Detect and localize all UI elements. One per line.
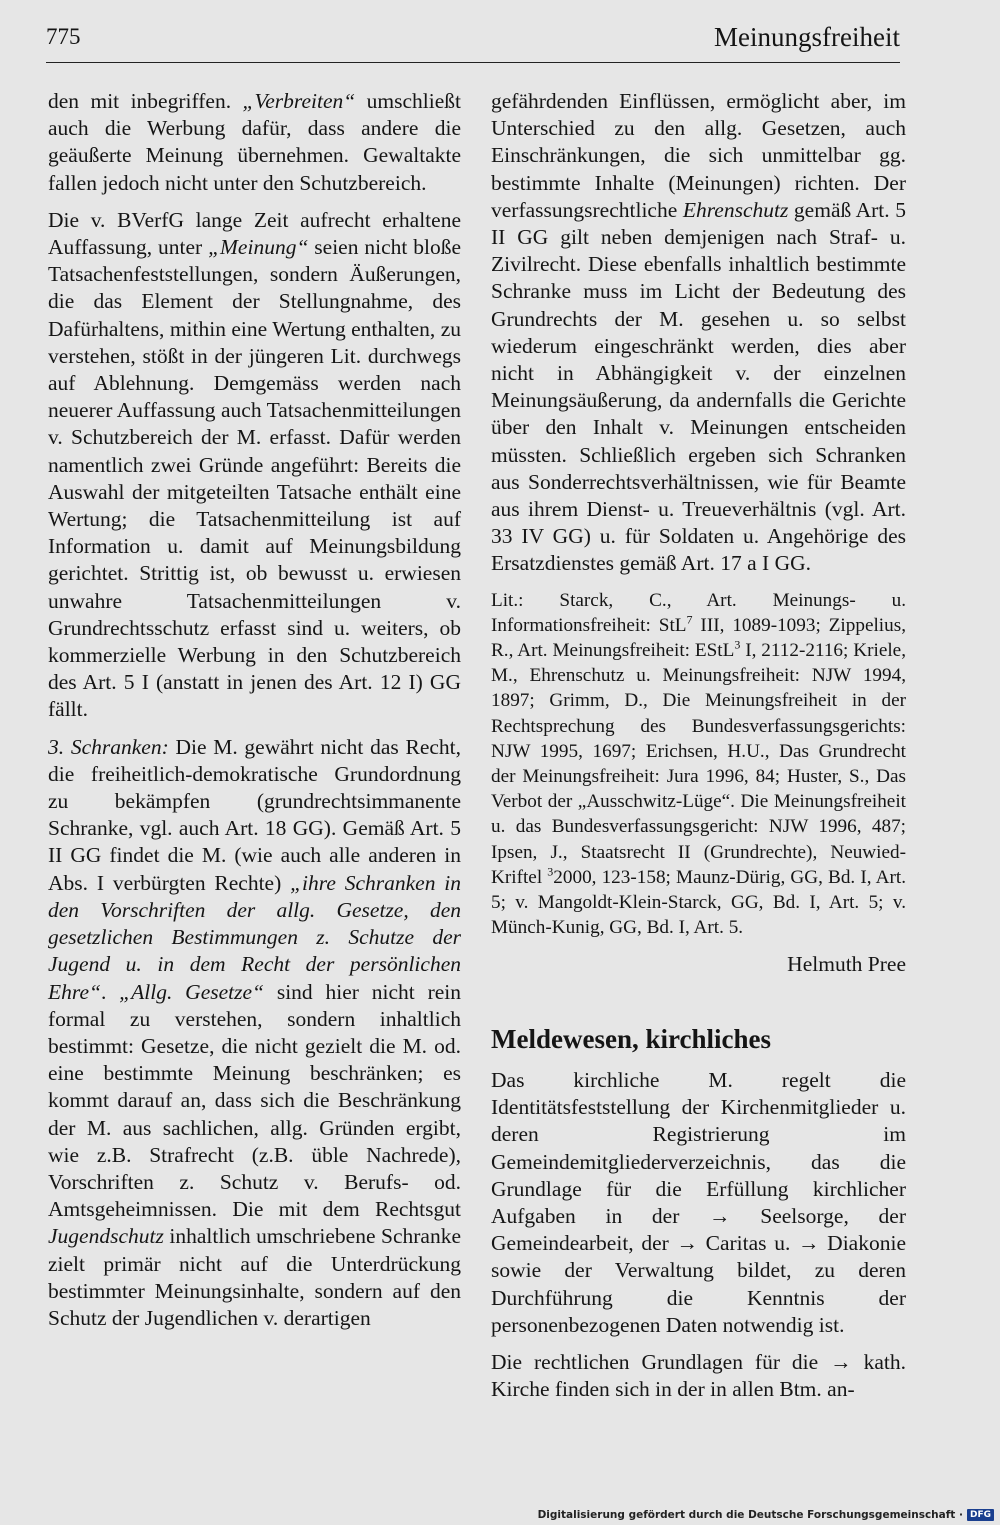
right-column (491, 88, 906, 1413)
text: gefährdenden Einflüssen, ermöglicht aber, im Unterschied zu den allg. Gesetzen, auch Einschränkungen, die sich unmittelbar gg. bestimmte Inhalte (Meinungen) richten. Der verfassungsrechtliche (491, 89, 906, 222)
running-title: Meinungsfreiheit (714, 22, 900, 52)
text: seien nicht bloße Tatsachenfeststellungen, sondern Äußerungen, die das Element der Stellungnahme, des Dafürhaltens, mithin eine Wertung enthalten, zu verstehen, stößt in der jüngeren Lit. durchwegs auf Ablehnung. Demgemäss werden nach neuerer Auffassung auch Tatsachenmitteilungen v. Schutzbereich der M. erfasst. Dafür werden namentlich zwei Gründe angeführt: Bereits die Auswahl der mitgeteilten Tatsache enthält eine Wertung; die Tatsachenmitteilung ist auf Information u. damit auf Meinungsbildung gerichtet. Strittig ist, ob bewusst u. erwiesen unwahre Tatsachenmitteilungen v. Grundrechtsschutz erfasst sind u. weiters, ob kommerzielle Werbung in den Schutzbereich des Art. 5 I (anstatt in jenen des Art. 12 I) GG fällt. (48, 235, 461, 722)
text: sind hier nicht rein formal zu verstehen, sondern inhaltlich bestimmt: Gesetze, die nicht gezielt die M. od. eine bestimmte Meinung beschränken; es kommt darauf an, dass sich die Beschränkung der M. aus sachlichen, allg. Gründen ergibt, wie z.B. Strafrecht (z.B. üble Nachrede), Vorschriften z. Schutz v. Berufs- od. Amtsgeheimnissen. Die mit dem Rechtsgut (48, 979, 462, 1222)
text: Lit.: Starck, C., Art. Meinungs- u. Informationsfreiheit: StL (491, 589, 906, 636)
author-name: Helmuth Pree (787, 951, 906, 976)
text: III, 1089-1093; Zippelius, R., Art. Meinungsfreiheit: EStL (491, 614, 906, 662)
text: gemäß Art. 5 II GG gilt neben demjenigen nach Straf- u. Zivilrecht. Diese ebenfalls inhaltlich bestimmte Schranke muss im Licht der Bedeutung des Grundrechts der M. gesehen u. so selbst wiederum eingeschränkt werden, dies aber nicht in Abhängigkeit v. der einzelnen Meinungsäußerung, da andernfalls die Gerichte über den Inhalt v. Meinungen entscheiden müssten. Schließlich ergeben sich Schranken aus Sonderrechtsverhältnissen, wie für Beamte aus ihrem Dienst- u. Treueverhältnis (vgl. Art. 33 IV GG) u. für Soldaten u. Angehörige des Ersatzdienstes gemäß Art. 17 a I GG. (491, 197, 906, 576)
paragraph: Das kirchliche M. regelt die Identitätsfeststellung der Kirchenmitglieder u. deren Registrierung im Gemeindemitgliederverzeichnis, das die Grundlage für die Erfüllung kirchlicher Aufgaben in der → Seelsorge, der Gemeindearbeit, der → Caritas u. → Diakonie sowie der Verwaltung bildet, zu deren Durchführung die Kenntnis der personenbezogenen Daten notwendig ist. (491, 1067, 906, 1337)
paragraph (48, 88, 461, 197)
italic-term: „Verbreiten“ (242, 89, 356, 113)
italic-quote: „ihre Schranken in den Vorschriften der allg. Gesetze, den gesetzlichen Bestimmungen z. Schutze der Jugend u. in dem Recht der persönlichen Ehre“ (48, 870, 461, 1004)
text: 2000, 123-158; Maunz-Dürig, GG, Bd. I, Art. 5; v. Mangoldt-Klein-Starck, GG, Bd. I, Art. 5; v. Münch-Kunig, GG, Bd. I, Art. 5. (491, 866, 906, 939)
italic-term: Jugendschutz (48, 1224, 164, 1249)
page-header (46, 22, 900, 63)
digitization-footer (538, 1509, 994, 1521)
paragraph: Die rechtlichen Grundlagen für die → kath. Kirche finden sich in der in allen Btm. an- (491, 1349, 906, 1402)
paragraph (491, 88, 906, 578)
italic-term: „Allg. Gesetze“ (119, 979, 264, 1004)
text: I, 2112-2116; Kriele, M., Ehrenschutz u. Meinungsfreiheit: NJW 1994, 1897; Grimm, D., Die Meinungsfreiheit in der Rechtsprechung des Bundesverfassungsgerichts: NJW 1995, 1697; Erichsen, H.U., Das Grundrecht der Meinungsfreiheit: Jura 1996, 84; Huster, S., Das Verbot der „Ausschwitz-Lüge“. Die Meinungsfreiheit u. das Bundesverfassungsgericht: NJW 1996, 487; Ipsen, J., Staatsrecht II (Grundrechte), Neuwied-Kriftel (491, 640, 906, 888)
left-column (48, 88, 461, 1342)
text: inhaltlich umschriebene Schranke zielt primär nicht auf die Unterdrückung bestimmter Meinungsinhalte, sondern auf den Schutz der Jugendlichen v. derartigen (48, 1224, 461, 1330)
text: den mit inbegriffen. (48, 89, 243, 113)
footer-text: Digitalisierung gefördert durch die Deutsche Forschungsgemeinschaft · (537, 1509, 963, 1521)
article-title: Meldewesen, kirchliches (491, 1023, 771, 1054)
literature-list (491, 588, 906, 941)
italic-term: „Meinung“ (208, 235, 309, 260)
text: umschließt auch die Werbung dafür, dass andere die geäußerte Meinung übernehmen. Gewaltakte fallen jedoch nicht unter den Schutzbereich. (48, 89, 461, 195)
edition-superscript: 7 (686, 612, 693, 627)
edition-superscript: 3 (547, 864, 554, 879)
section-heading: 3. Schranken: (48, 734, 169, 759)
edition-superscript: 3 (734, 637, 741, 652)
page-number: 775 (46, 24, 81, 49)
italic-term: Ehrenschutz (682, 197, 789, 222)
paragraph (48, 207, 461, 724)
paragraph (48, 734, 461, 1332)
text: Die v. BVerfG lange Zeit aufrecht erhaltene Auffassung, unter (48, 207, 461, 260)
text: . (100, 979, 120, 1004)
dfg-logo: DFG (967, 1509, 994, 1521)
text: Die M. gewährt nicht das Recht, die freiheitlich-demokratische Grundordnung zu bekämpfen (grundrechtsimmanente Schranke, vgl. auch Art. 18 GG). Gemäß Art. 5 II GG findet die M. (wie auch alle anderen in Abs. I verbürgten Rechte) (48, 734, 462, 895)
